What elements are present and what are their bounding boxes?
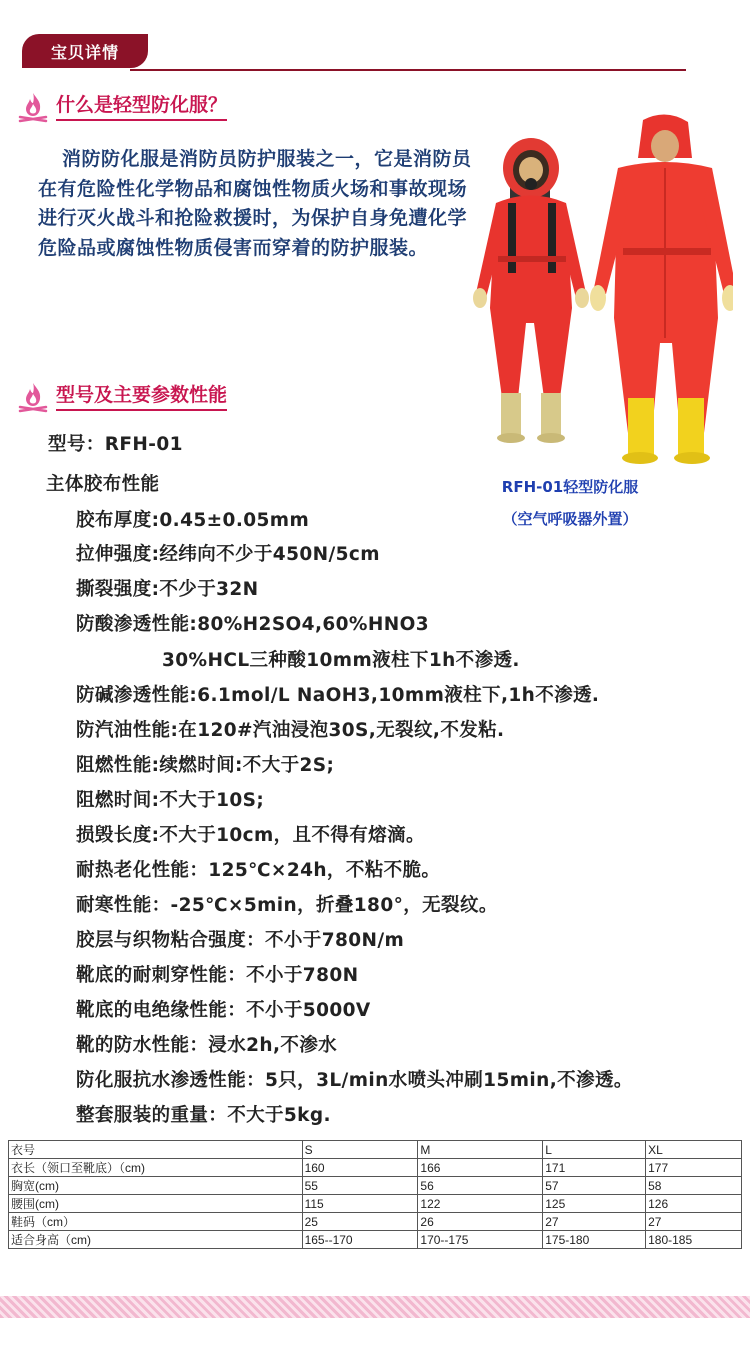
table-row bbox=[9, 1177, 742, 1195]
table-header-row bbox=[9, 1141, 742, 1159]
spec-line: 胶布厚度:0.45±0.05mm bbox=[76, 510, 310, 531]
table-cell: 175-180 bbox=[543, 1231, 646, 1249]
spec-line: 整套服装的重量：不大于5kg. bbox=[76, 1105, 331, 1126]
table-cell: 25 bbox=[302, 1213, 418, 1231]
suit-with-breathing-apparatus bbox=[473, 138, 589, 443]
table-cell: 180-185 bbox=[646, 1231, 742, 1249]
spec-line: 耐热老化性能：125℃×24h，不粘不脆。 bbox=[76, 860, 441, 881]
table-cell: 55 bbox=[302, 1177, 418, 1195]
table-cell: 26 bbox=[418, 1213, 543, 1231]
spec-subheading: 主体胶布性能 bbox=[46, 474, 160, 495]
size-table bbox=[8, 1140, 742, 1249]
spec-line: 拉伸强度:经纬向不少于450N/5cm bbox=[76, 544, 380, 565]
table-header-cell: S bbox=[302, 1141, 418, 1159]
table-cell: 鞋码（cm） bbox=[9, 1213, 303, 1231]
table-cell: 177 bbox=[646, 1159, 742, 1177]
spec-line: 靴底的耐刺穿性能：不小于780N bbox=[76, 965, 359, 986]
intro-paragraph: 消防防化服是消防员防护服装之一，它是消防员在有危险性化学物品和腐蚀性物质火场和事故现场进行灭火战斗和抢险救援时，为保护自身免遭化学危险品或腐蚀性物质侵害而穿着的防护服装。 bbox=[38, 148, 472, 259]
decorative-footer-band bbox=[0, 1296, 750, 1318]
table-cell: 125 bbox=[543, 1195, 646, 1213]
spec-line: 靴底的电绝缘性能：不小于5000V bbox=[76, 1000, 371, 1021]
table-cell: 胸宽(cm) bbox=[9, 1177, 303, 1195]
section-title: 什么是轻型防化服？ bbox=[56, 93, 227, 121]
section-title: 型号及主要参数性能 bbox=[56, 383, 227, 411]
detail-tab-label: 宝贝详情 bbox=[50, 42, 119, 62]
spec-line: 防酸渗透性能:80%H2SO4,60%HNO3 bbox=[76, 614, 430, 635]
table-cell: 衣长（领口至靴底）（cm) bbox=[9, 1159, 303, 1177]
table-cell: 适合身高（cm) bbox=[9, 1231, 303, 1249]
table-header-cell: M bbox=[418, 1141, 543, 1159]
table-cell: 160 bbox=[302, 1159, 418, 1177]
table-cell: 115 bbox=[302, 1195, 418, 1213]
spec-line: 损毁长度:不大于10cm，且不得有熔滴。 bbox=[76, 825, 425, 846]
table-row bbox=[9, 1195, 742, 1213]
table-header-cell: XL bbox=[646, 1141, 742, 1159]
table-cell: 122 bbox=[418, 1195, 543, 1213]
table-cell: 126 bbox=[646, 1195, 742, 1213]
section-heading-specs bbox=[16, 380, 227, 414]
flame-icon bbox=[16, 90, 50, 124]
table-cell: 165--170 bbox=[302, 1231, 418, 1249]
protective-suit-image bbox=[468, 108, 733, 476]
spec-line: 阻燃性能:续燃时间:不大于2S; bbox=[76, 755, 335, 776]
section-heading-what bbox=[16, 90, 227, 124]
table-cell: 27 bbox=[543, 1213, 646, 1231]
table-header-cell: L bbox=[543, 1141, 646, 1159]
table-cell: 腰围(cm) bbox=[9, 1195, 303, 1213]
tab-divider bbox=[130, 69, 686, 71]
table-cell: 57 bbox=[543, 1177, 646, 1195]
table-header-cell: 衣号 bbox=[9, 1141, 303, 1159]
table-row bbox=[9, 1213, 742, 1231]
table-cell: 166 bbox=[418, 1159, 543, 1177]
spec-line: 撕裂强度:不少于32N bbox=[76, 579, 259, 600]
detail-tab[interactable] bbox=[22, 34, 148, 68]
spec-line: 30%HCL三种酸10mm液柱下1h不渗透. bbox=[162, 650, 520, 671]
table-row bbox=[9, 1231, 742, 1249]
table-cell: 58 bbox=[646, 1177, 742, 1195]
image-caption-model: RFH-01轻型防化服 bbox=[501, 478, 639, 496]
table-cell: 27 bbox=[646, 1213, 742, 1231]
table-cell: 171 bbox=[543, 1159, 646, 1177]
flame-icon bbox=[16, 380, 50, 414]
spec-line: 胶层与织物粘合强度：不小于780N/m bbox=[76, 930, 405, 951]
spec-line: 防汽油性能:在120#汽油浸泡30S,无裂纹,不发粘. bbox=[76, 720, 505, 741]
table-cell: 56 bbox=[418, 1177, 543, 1195]
image-caption-note: （空气呼吸器外置） bbox=[502, 510, 638, 528]
spec-model: 型号：RFH-01 bbox=[48, 434, 183, 455]
spec-line: 防化服抗水渗透性能：5只，3L/min水喷头冲刷15min,不渗透。 bbox=[76, 1070, 633, 1091]
spec-line: 阻燃时间:不大于10S; bbox=[76, 790, 265, 811]
spec-line: 靴的防水性能：浸水2h,不渗水 bbox=[76, 1035, 338, 1056]
spec-line: 防碱渗透性能:6.1mol/L NaOH3,10mm液柱下,1h不渗透. bbox=[76, 685, 600, 706]
spec-line: 耐寒性能：-25℃×5min，折叠180°，无裂纹。 bbox=[76, 895, 498, 916]
table-cell: 170--175 bbox=[418, 1231, 543, 1249]
table-row bbox=[9, 1159, 742, 1177]
hooded-suit bbox=[590, 114, 733, 464]
